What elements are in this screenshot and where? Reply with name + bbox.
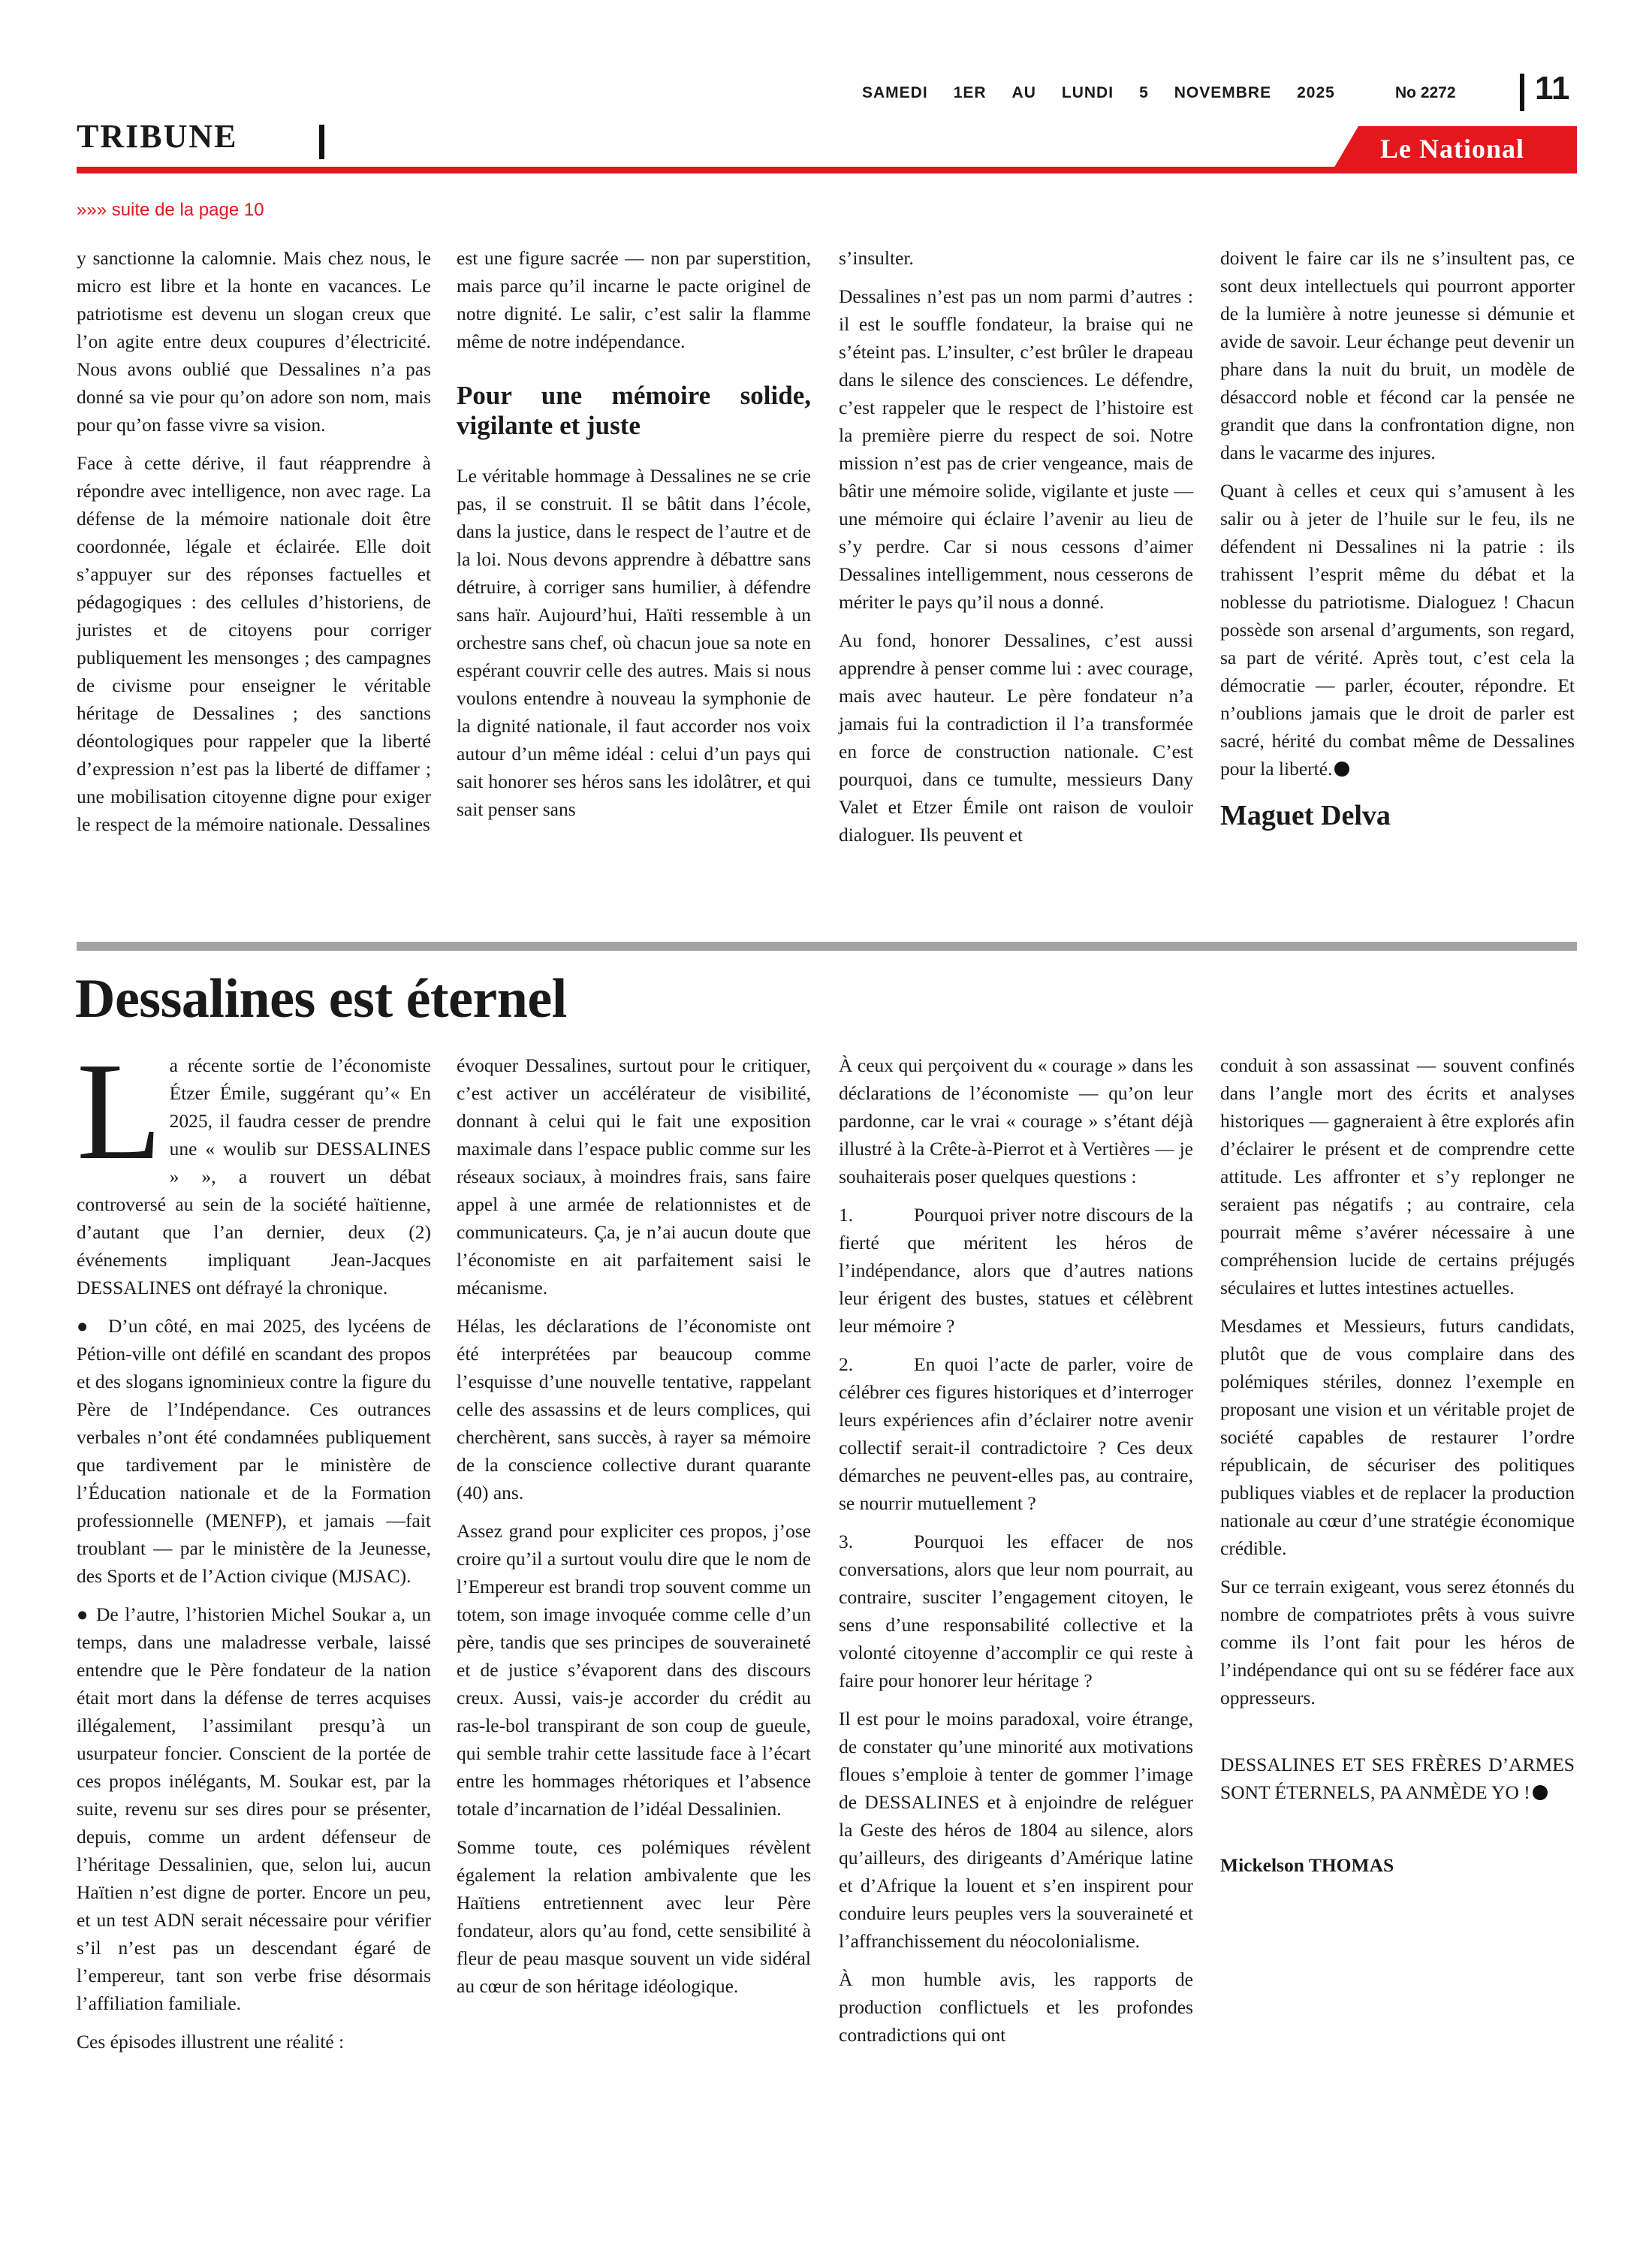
- paragraph-text: D’un côté, en mai 2025, des lycéens de Pétion-ville ont défilé en scandant des propos et des slogans ignominieux contre la figure du Père de l’Indépendance. Ces outrances verbales n’ont été condamnées publiquement que tardivement par le ministère de l’Éducation nationale et de la Formation professionnelle (MENFP), et jamais —fait troublant — par le ministère de la Jeunesse, des Sports et de l’Action civique (MJSAC).: [77, 1315, 431, 1587]
- article2-author: Mickelson THOMAS: [1220, 1854, 1394, 1876]
- paragraph: Hélas, les déclarations de l’économiste ont été interprétées par beaucoup comme l’esquisse d’une nouvelle tentative, rappelant celle des assassins et de leurs complices, qui cherchèrent, sans succès, à rayer sa mémoire de la conscience collective durant quarante (40) ans.: [457, 1315, 811, 1504]
- paragraph: est une figure sacrée — non par superstition, mais parce qu’il incarne le pacte originel de notre dignité. Le salir, c’est salir la flamme même de notre indépendance.: [457, 247, 811, 352]
- paragraph: doivent le faire car ils ne s’insultent pas, ce sont deux intellectuels qui pourront apporter de la lumière à notre jeunesse si démunie et avide de savoir. Leur échange peut devenir un phare dans la nuit du bruit, un modèle de désaccord noble et fécond car la pensée ne grandit que dans la confrontation digne, non dans le vacarme des injures.: [1220, 247, 1575, 463]
- article1-column-1: [77, 244, 431, 849]
- paragraph: y sanctionne la calomnie. Mais chez nous, le micro est libre et la honte en vacances. Le patriotisme est devenu un slogan creux que l’on agite entre deux coupures d’électricité. Nous avons oublié que Dessalines n’a pas donné sa vie pour qu’on adore son nom, mais pour qu’on fasse vivre sa vision.: [77, 247, 431, 436]
- date-first: 1ER: [953, 84, 987, 101]
- closing-statement: [1220, 1751, 1575, 1806]
- question-item: [839, 1201, 1193, 1340]
- header-red-rule: [77, 167, 1577, 173]
- section-title: TRIBUNE: [77, 118, 238, 155]
- paragraph-text: Quant à celles et ceux qui s’amusent à les salir ou à jeter de l’huile sur le feu, ils ne défendent ni Dessalines ni la patrie : ils trahissent l’esprit même du débat et la noblesse du patriotisme. Dialoguez ! Chacun possède son arsenal d’arguments, son regard, sa part de vérité. Après tout, c’est cela la démocratie — parler, écouter, répondre. Et n’oublions jamais que le droit de parler est sacré, hérité du combat même de Dessalines pour la liberté.: [1220, 480, 1575, 780]
- paragraph: [77, 1600, 431, 2017]
- paragraph: À mon humble avis, les rapports de production conflictuels et les profondes contradictions qui ont: [839, 1968, 1193, 2046]
- bullet-icon: ●: [77, 1603, 89, 1625]
- end-mark-icon: [1334, 762, 1349, 777]
- paragraph: Mesdames et Messieurs, futurs candidats, plutôt que de vous complaire dans des polémiques stériles, donnez l’exemple en proposant une vision et un véritable projet de société capables de restaurer l’ordre républicain, de sécuriser des politiques publiques viables et de replacer la production nationale au cœur d’une stratégie économique crédible.: [1220, 1315, 1575, 1559]
- article-divider: [77, 942, 1577, 951]
- article1-column-2: [457, 244, 811, 834]
- paragraph-text: De l’autre, l’historien Michel Soukar a, un temps, dans une maladresse verbale, laissé entendre que le Père fondateur de la nation était mort dans la défense de terres acquises illégalement, l’assimilant presqu’à un usurpateur foncier. Conscient de la portée de ces propos inélégants, M. Soukar est, par la suite, revenu sur ses dires pour se présenter, depuis, comme un ardent défenseur de l’héritage Dessalinien, que, selon lui, aucun Haïtien n’est digne de porter. Encore un peu, et un test ADN serait nécessaire pour vérifier s’il n’est pas un descendant égaré de l’empereur, tant son verbe frise désormais l’affiliation familiale.: [77, 1603, 431, 2014]
- issue-date: [862, 84, 1361, 102]
- paragraph: Dessalines n’est pas un nom parmi d’autres : il est le souffle fondateur, la braise qui ne s’éteint pas. L’insulter, c’est brûler le drapeau dans le silence des consciences. Le défendre, c’est rappeler que le respect de l’histoire est la première pierre du respect de soi. Notre mission n’est pas de crier vengeance, mais de bâtir une mémoire solide, vigilante et juste — une mémoire qui éclaire l’avenir au lieu de s’y perdre. Car si nous cessons d’aimer Dessalines intelligemment, nous cesserons de mériter le pays qu’il nous a donné.: [839, 285, 1193, 613]
- end-mark-icon: [1533, 1785, 1548, 1800]
- date-au: AU: [1011, 84, 1036, 101]
- paragraph: Ces épisodes illustrent une réalité :: [77, 2031, 345, 2052]
- newspaper-logo: Le National: [1380, 134, 1525, 164]
- continued-from: »»» suite de la page 10: [77, 200, 264, 220]
- section-title-bar: [319, 125, 324, 159]
- article2-column-3: [839, 1051, 1193, 2059]
- question-number: 1.: [839, 1204, 854, 1226]
- date-five: 5: [1139, 84, 1149, 101]
- date-day: SAMEDI: [862, 84, 928, 101]
- paragraph: Face à cette dérive, il faut réapprendre à répondre avec intelligence, non avec rage. La défense de la mémoire nationale doit être coordonnée, légale et éclairée. Elle doit s’appuyer sur des réponses factuelles et pédagogiques : des cellules d’historiens, de juristes et de citoyens pour corriger publiquement les mensonges ; des campagnes de civisme pour enseigner le véritable héritage de Dessalines ; des sanctions déontologiques pour rappeler que la liberté d’expression n’est pas la liberté de diffamer ; une mobilisation citoyenne digne pour exiger le respect de la mémoire nationale. Dessalines: [77, 452, 431, 835]
- page-number: 11: [1535, 70, 1570, 107]
- date-month: NOVEMBRE: [1174, 84, 1272, 101]
- paragraph: [77, 1312, 431, 1590]
- question-item: [839, 1528, 1193, 1694]
- article1-subheading: Pour une mémoire solide, vigilante et juste: [457, 381, 811, 440]
- article2-column-2: [457, 1051, 811, 2010]
- date-year: 2025: [1297, 84, 1335, 101]
- date-lundi: LUNDI: [1061, 84, 1114, 101]
- page-number-divider: [1520, 74, 1524, 111]
- question-text: En quoi l’acte de parler, voire de célébrer ces figures historiques et d’interroger leurs expériences afin d’éclairer notre avenir collectif serait-il contradictoire ? Ces deux démarches ne peuvent-elles pas, au contraire, se nourrir mutuellement ?: [839, 1353, 1193, 1514]
- paragraph: [1220, 477, 1575, 783]
- paragraph: À ceux qui perçoivent du « courage » dans les déclarations de l’économiste — qu’on leur pardonne, car le vrai « courage » s’étant déjà illustré à la Crête-à-Pierrot et à Vertières — je souhaiterais poser quelques questions :: [839, 1054, 1193, 1187]
- article1-column-4: [1220, 244, 1575, 830]
- paragraph: Le véritable hommage à Dessalines ne se crie pas, il se construit. Il se bâtit dans l’école, dans la justice, dans le respect de l’autre et de la loi. Nous devons apprendre à débattre sans détruire, à corriger sans humilier, à défendre sans haïr. Aujourd’hui, Haïti ressemble à un orchestre sans chef, où chacun joue sa note en espérant couvrir celle des autres. Mais si nous voulons entendre à nouveau la symphonie de la dignité nationale, il faut accorder nos voix autour d’un même idéal : celui d’un pays qui sait honorer ses héros sans les idolâtrer, et qui sait penser sans: [457, 465, 811, 820]
- question-text: Pourquoi les effacer de nos conversations, alors que leur nom pourrait, au contraire, susciter l’engagement citoyen, le sens d’une responsabilité collective et la volonté citoyenne d’accomplir ce qui reste à faire pour honorer leur héritage ?: [839, 1531, 1193, 1691]
- paragraph: [77, 1034, 431, 1301]
- paragraph: Somme toute, ces polémiques révèlent également la relation ambivalente que les Haïtiens entretiennent avec leur Père fondateur, alors qu’au fond, cette sensibilité à fleur de peau masque souvent un vide sidéral au cœur de son héritage idéologique.: [457, 1836, 811, 1997]
- article2-headline: Dessalines est éternel: [75, 968, 567, 1030]
- paragraph: Sur ce terrain exigeant, vous serez étonnés du nombre de compatriotes prêts à vous suivre comme ils l’ont fait pour les héros de l’indépendance qui ont su se fédérer face aux oppresseurs.: [1220, 1576, 1575, 1709]
- paragraph: évoquer Dessalines, surtout pour le critiquer, c’est activer un accélérateur de visibilité, donnant à celui qui le fait une exposition maximale dans l’espace public comme sur les réseaux sociaux, à moindres frais, sans faire appel à une armée de relationnistes et de communicateurs. Ça, je n’ai aucun doute que l’économiste en ait parfaitement saisi le mécanisme.: [457, 1054, 811, 1298]
- article1-column-3: [839, 244, 1193, 859]
- paragraph: conduit à son assassinat — souvent confinés dans l’angle mort des écrits et analyses historiques — gagneraient à être explorés afin d’éclairer le présent et de comprendre cette attitude. Les affronter et s’y replonger ne seraient pas négatifs ; au contraire, cela pourrait même s’avérer nécessaire à une compréhension lucide de certains préjugés séculaires et luttes intestines actuelles.: [1220, 1054, 1575, 1298]
- question-number: 2.: [839, 1353, 854, 1375]
- article2-column-4: [1220, 1051, 1575, 1879]
- paragraph: s’insulter.: [839, 247, 914, 269]
- paragraph-text: a récente sortie de l’économiste Étzer Émile, suggérant qu’« En 2025, il faudra cesser de prendre une « woulib sur DESSALINES » », a rouvert un débat controversé au sein de la société haïtienne, d’autant que l’an dernier, deux (2) événements impliquant Jean-Jacques DESSALINES ont défrayé la chronique.: [77, 1054, 431, 1298]
- paragraph: Assez grand pour expliciter ces propos, j’ose croire qu’il a surtout voulu dire que le nom de l’Empereur est brandi trop souvent comme un totem, son image invoquée comme celle d’un père, tandis que ses principes de souveraineté et de justice s’évaporent dans des discours creux. Aussi, vais-je accorder du crédit au ras-le-bol transpirant de son coup de gueule, qui semble trahir cette lassitude face à l’écart entre les hommages rhétoriques et l’absence totale d’incarnation de l’idéal Dessalinien.: [457, 1520, 811, 1820]
- question-item: [839, 1350, 1193, 1517]
- closing-text: DESSALINES ET SES FRÈRES D’ARMES SONT ÉTERNELS, PA ANMÈDE YO !: [1220, 1754, 1575, 1803]
- article1-author: Maguet Delva: [1220, 800, 1391, 831]
- bullet-icon: ●: [77, 1315, 89, 1337]
- question-text: Pourquoi priver notre discours de la fierté que méritent les héros de l’indépendance, alors que d’autres nations leur érigent des bustes, statues et célèbrent leur mémoire ?: [839, 1204, 1193, 1337]
- question-number: 3.: [839, 1531, 854, 1552]
- article2-column-1: [77, 1034, 431, 2066]
- drop-cap: L: [77, 1034, 162, 1189]
- issue-number: No 2272: [1395, 84, 1456, 101]
- paragraph: Au fond, honorer Dessalines, c’est aussi apprendre à penser comme lui : avec courage, mais avec hauteur. Le père fondateur n’a jamais fui la contradiction il l’a transformée en force de construction nationale. C’est pourquoi, dans ce tumulte, messieurs Dany Valet et Etzer Émile ont raison de vouloir dialoguer. Ils peuvent et: [839, 629, 1193, 846]
- paragraph: Il est pour le moins paradoxal, voire étrange, de constater qu’une minorité aux motivations floues s’emploie à tenter de gommer l’image de DESSALINES et à enjoindre de reléguer la Geste des héros de 1804 au silence, alors qu’ailleurs, des dirigeants d’Amérique latine et d’Afrique la louent et s’en inspirent pour conduire leurs peuples vers la souveraineté et l’affranchissement du néocolonialisme.: [839, 1708, 1193, 1952]
